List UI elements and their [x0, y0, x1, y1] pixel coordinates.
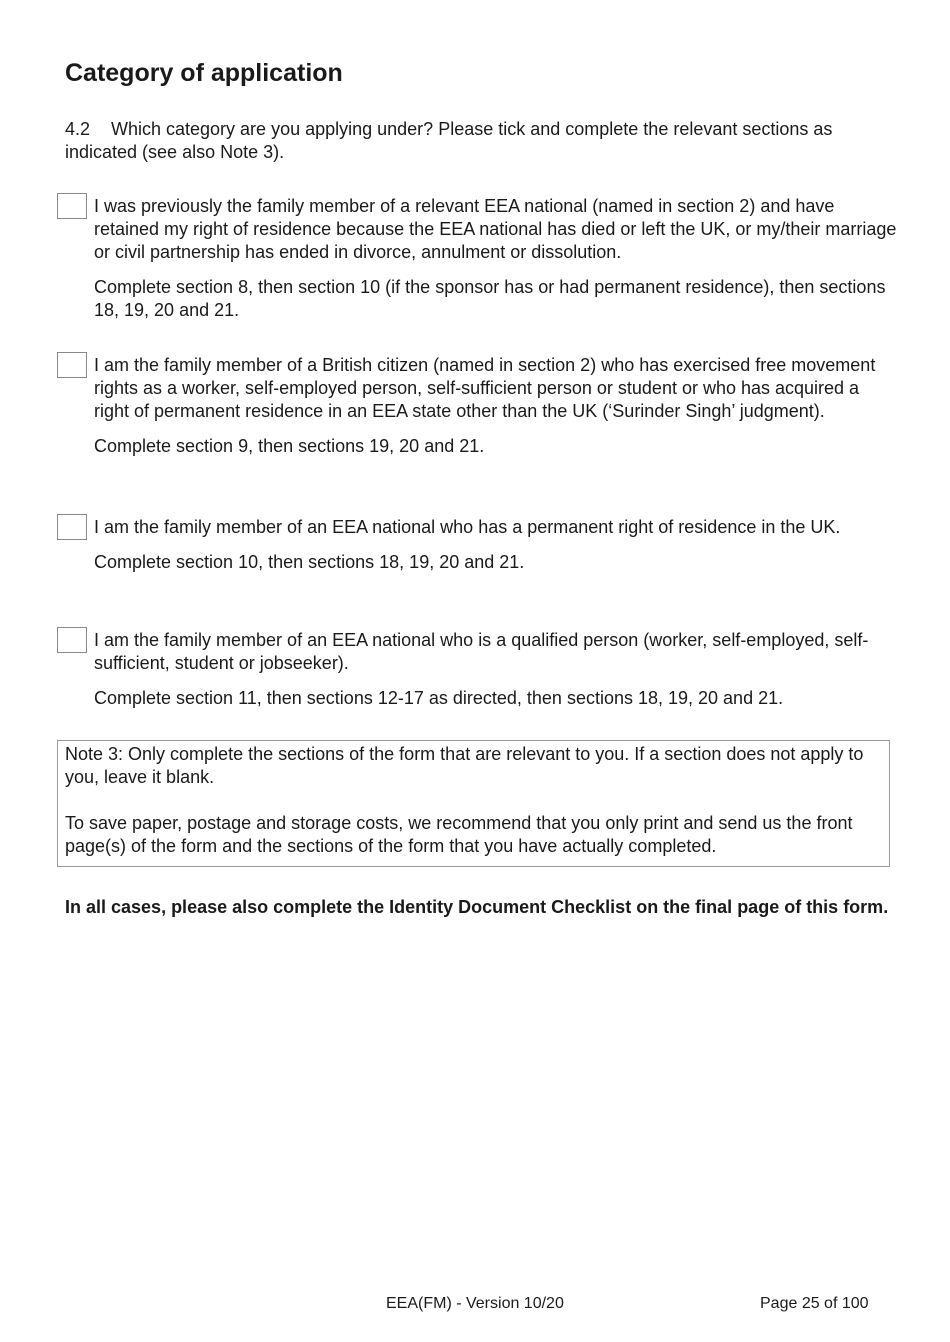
option-instruction: Complete section 10, then sections 18, 19, 20 and 21.	[94, 552, 525, 572]
option-instruction: Complete section 8, then section 10 (if the sponsor has or had permanent residence), then sections 18, 19, 20 and 21.	[94, 277, 886, 320]
option-qualified-person	[57, 627, 897, 710]
option-instruction: Complete section 11, then sections 12-17 as directed, then sections 18, 19, 20 and 21.	[94, 688, 784, 708]
question-text: Which category are you applying under? Please tick and complete the relevant sections as indicated (see also Note 3).	[65, 119, 833, 162]
option-text: I was previously the family member of a relevant EEA national (named in section 2) and have retained my right of residence because the EEA national has died or left the UK, or my/their marriage or civil partnership has ended in divorce, annulment or dissolution.	[94, 196, 897, 262]
option-text: I am the family member of a British citizen (named in section 2) who has exercised free movement rights as a worker, self-employed person, self-sufficient person or student or who has acquired a right of permanent residence in an EEA state other than the UK (‘Surinder Singh’ judgment).	[94, 355, 876, 421]
option-checkbox-qualified-person[interactable]	[57, 627, 87, 653]
option-instruction: Complete section 9, then sections 19, 20 and 21.	[94, 436, 485, 456]
note-paragraph: Note 3: Only complete the sections of the form that are relevant to you. If a section does not apply to you, leave it blank.	[65, 744, 864, 787]
question-number: 4.2	[65, 119, 91, 139]
option-text: I am the family member of an EEA national who is a qualified person (worker, self-employed, self-sufficient, student or jobseeker).	[94, 630, 869, 673]
closing-instruction: In all cases, please also complete the Identity Document Checklist on the final page of this form.	[65, 897, 889, 917]
note-box	[57, 740, 890, 867]
question	[65, 118, 895, 164]
option-text: I am the family member of an EEA national who has a permanent right of residence in the UK.	[94, 517, 841, 537]
option-british-citizen	[57, 352, 897, 458]
footer-page-number: Page 25 of 100	[760, 1295, 869, 1312]
option-permanent-residence	[57, 514, 897, 574]
note-paragraph: To save paper, postage and storage costs, we recommend that you only print and send us the front page(s) of the form and the sections of the form that you have actually completed.	[65, 813, 853, 856]
option-retained-right	[57, 193, 897, 322]
option-checkbox-permanent-residence[interactable]	[57, 514, 87, 540]
footer-version: EEA(FM) - Version 10/20	[386, 1295, 564, 1312]
page-title: Category of application	[65, 59, 343, 87]
option-checkbox-retained-right[interactable]	[57, 193, 87, 219]
option-checkbox-british-citizen[interactable]	[57, 352, 87, 378]
